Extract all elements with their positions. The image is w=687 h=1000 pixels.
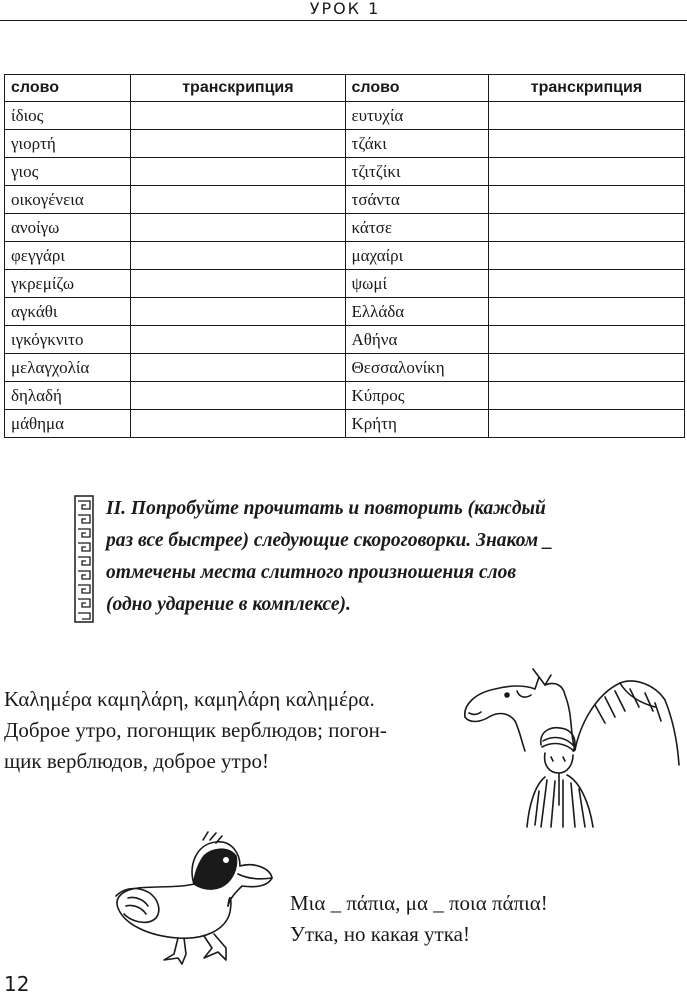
word-cell: τζάκι <box>345 130 488 158</box>
word-cell: τζιτζίκι <box>345 158 488 186</box>
table-row <box>5 158 685 186</box>
word-cell: γκρεμίζω <box>5 270 131 298</box>
lesson-title: УРОК 1 <box>309 0 381 18</box>
word-cell: μάθημα <box>5 410 131 438</box>
table-row <box>5 298 685 326</box>
word-cell: τσάντα <box>345 186 488 214</box>
transcription-cell[interactable] <box>488 354 684 382</box>
transcription-cell[interactable] <box>488 102 684 130</box>
transcription-cell[interactable] <box>131 102 345 130</box>
greek-meander-icon <box>74 495 94 623</box>
word-cell: Κύπρος <box>345 382 488 410</box>
transcription-cell[interactable] <box>131 130 345 158</box>
transcription-cell[interactable] <box>131 354 345 382</box>
duck-illustration <box>108 826 278 976</box>
word-cell: κάτσε <box>345 214 488 242</box>
transcription-cell[interactable] <box>488 326 684 354</box>
page-number: 12 <box>4 972 30 996</box>
table-row <box>5 130 685 158</box>
transcription-cell[interactable] <box>488 298 684 326</box>
header-word-2: слово <box>345 75 488 102</box>
tongue-twister-camel <box>4 684 444 777</box>
word-cell: μαχαίρι <box>345 242 488 270</box>
table-row <box>5 326 685 354</box>
transcription-cell[interactable] <box>131 214 345 242</box>
transcription-cell[interactable] <box>131 158 345 186</box>
transcription-cell[interactable] <box>488 214 684 242</box>
word-cell: μελαγχολία <box>5 354 131 382</box>
word-cell: Αθήνα <box>345 326 488 354</box>
header-transcription-2: транскрипция <box>488 75 684 102</box>
transcription-cell[interactable] <box>131 186 345 214</box>
transcription-cell[interactable] <box>131 326 345 354</box>
tongue-twister-line: Доброе утро, погонщик верблюдов; погон- <box>4 718 387 742</box>
word-cell: ίδιος <box>5 102 131 130</box>
header-transcription-1: транскрипция <box>131 75 345 102</box>
task-line: раз все быстрее) следующие скороговорки. Знаком _ <box>106 530 553 551</box>
tongue-twister-duck <box>290 888 590 950</box>
word-cell: Κρήτη <box>345 410 488 438</box>
transcription-cell[interactable] <box>488 186 684 214</box>
transcription-cell[interactable] <box>131 298 345 326</box>
word-cell: Ελλάδα <box>345 298 488 326</box>
word-cell: ευτυχία <box>345 102 488 130</box>
word-cell: ιγκόγκνιτο <box>5 326 131 354</box>
header-rule <box>0 20 687 21</box>
task-block <box>74 495 634 625</box>
word-cell: γιορτή <box>5 130 131 158</box>
transcription-cell[interactable] <box>488 270 684 298</box>
transcription-cell[interactable] <box>488 410 684 438</box>
transcription-table <box>4 74 685 438</box>
transcription-cell[interactable] <box>488 242 684 270</box>
tongue-twister-line: Καλημέρα καμηλάρη, καμηλάρη καλημέρα. <box>4 687 375 711</box>
word-cell: οικογένεια <box>5 186 131 214</box>
table-row <box>5 102 685 130</box>
transcription-cell[interactable] <box>488 158 684 186</box>
word-cell: ψωμί <box>345 270 488 298</box>
transcription-cell[interactable] <box>131 270 345 298</box>
transcription-cell[interactable] <box>131 242 345 270</box>
page-header <box>0 0 687 22</box>
transcription-cell[interactable] <box>131 382 345 410</box>
word-cell: δηλαδή <box>5 382 131 410</box>
word-cell: ανοίγω <box>5 214 131 242</box>
table-row <box>5 186 685 214</box>
word-cell: φεγγάρι <box>5 242 131 270</box>
table-row <box>5 354 685 382</box>
transcription-cell[interactable] <box>131 410 345 438</box>
task-line: отмечены места слитного произношения слов <box>106 562 517 583</box>
task-instructions <box>106 493 626 621</box>
table-row <box>5 242 685 270</box>
transcription-cell[interactable] <box>488 130 684 158</box>
tongue-twister-line: Μια _ πάπια, μα _ ποια πάπια! <box>290 891 548 915</box>
tongue-twister-line: Утка, но какая утка! <box>290 922 470 946</box>
camel-driver-illustration <box>455 655 685 830</box>
word-cell: Θεσσαλονίκη <box>345 354 488 382</box>
task-line: II. Попробуйте прочитать и повторить (каждый <box>106 498 546 519</box>
tongue-twister-line: щик верблюдов, доброе утро! <box>4 749 269 773</box>
transcription-cell[interactable] <box>488 382 684 410</box>
table-header-row <box>5 75 685 102</box>
word-cell: γιος <box>5 158 131 186</box>
header-word-1: слово <box>5 75 131 102</box>
table-row <box>5 214 685 242</box>
table-row <box>5 270 685 298</box>
word-cell: αγκάθι <box>5 298 131 326</box>
table-row <box>5 410 685 438</box>
table-row <box>5 382 685 410</box>
task-line: (одно ударение в комплексе). <box>106 594 351 615</box>
